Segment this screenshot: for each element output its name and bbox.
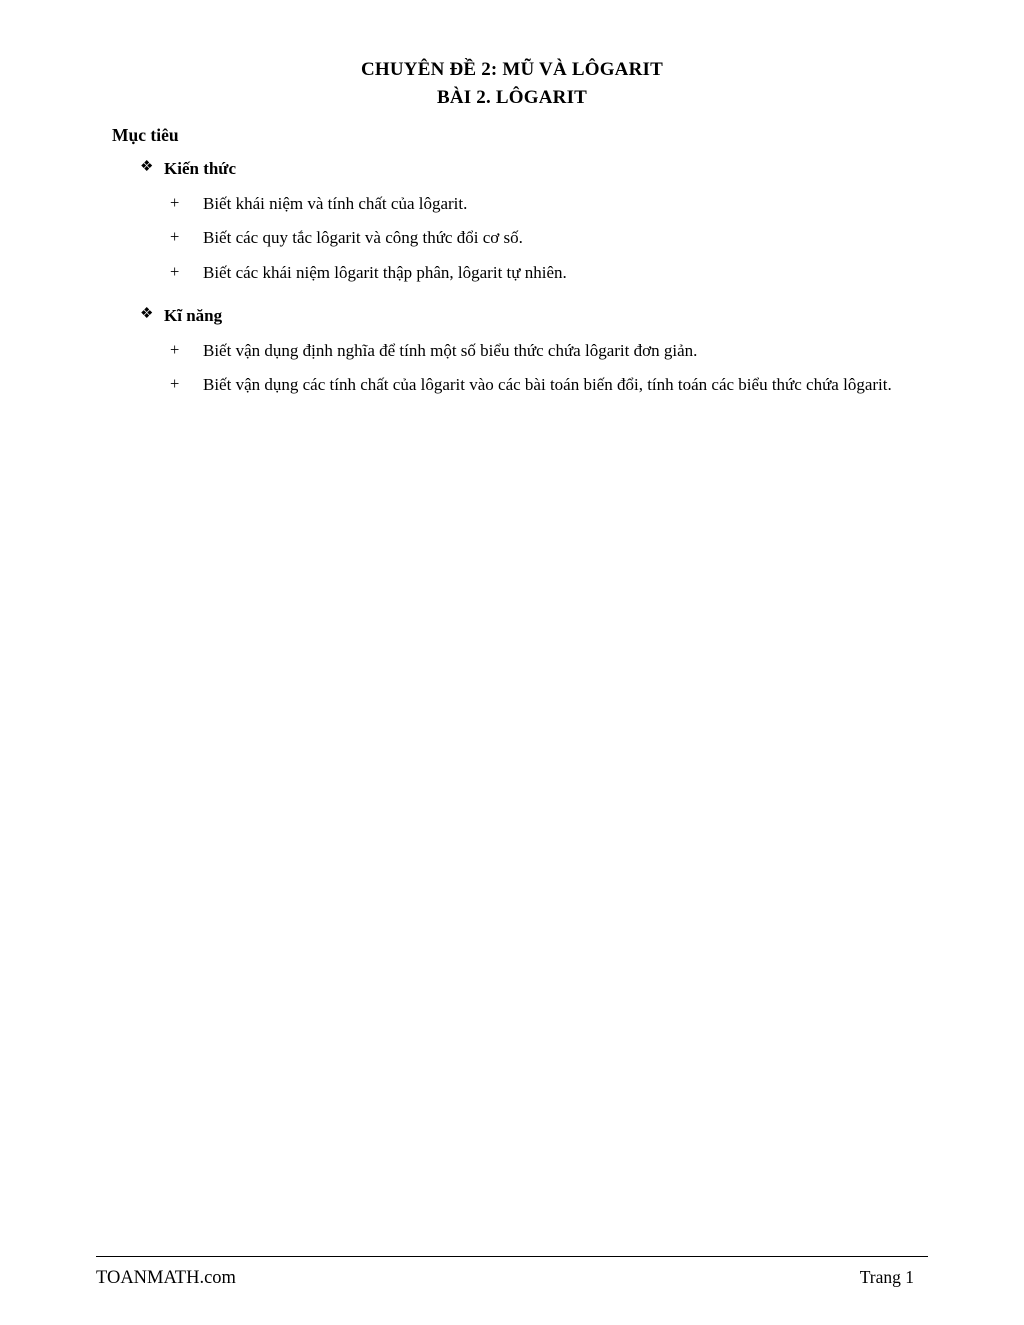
section-label: Kiến thức (164, 159, 237, 179)
section-heading-kien-thuc (96, 156, 928, 182)
section-label: Kĩ năng (164, 306, 223, 326)
list-item-text: Biết các khái niệm lôgarit thập phân, lôgarit tự nhiên. (203, 262, 567, 282)
list-item (96, 337, 928, 365)
plus-bullet-icon: + (170, 227, 180, 247)
objectives-heading: Mục tiêu (112, 125, 179, 146)
footer-site-name: TOANMATH.com (96, 1268, 236, 1288)
plus-bullet-icon: + (170, 374, 180, 394)
plus-bullet-icon: + (170, 339, 180, 359)
list-item-text: Biết vận dụng các tính chất của lôgarit vào các bài toán biến đổi, tính toán các biểu thức chứa lôgarit. (203, 375, 892, 395)
list-item (96, 190, 928, 218)
diamond-bullet-icon: ❖ (140, 159, 154, 176)
list-item (96, 371, 928, 399)
page-footer (96, 1256, 928, 1289)
footer-divider (96, 1256, 928, 1257)
list-item (96, 259, 928, 287)
list-item-text: Biết khái niệm và tính chất của lôgarit. (203, 193, 468, 213)
document-subtitle: BÀI 2. LÔGARIT (436, 86, 588, 108)
diamond-bullet-icon: ❖ (140, 306, 154, 323)
list-item (96, 224, 928, 252)
footer-page-number: Trang 1 (859, 1267, 914, 1287)
plus-bullet-icon: + (170, 261, 180, 281)
plus-bullet-icon: + (170, 192, 180, 212)
list-item-text: Biết vận dụng định nghĩa để tính một số biểu thức chứa lôgarit đơn giản. (203, 340, 698, 360)
list-item-text: Biết các quy tắc lôgarit và công thức đổi cơ số. (203, 228, 523, 248)
document-title: CHUYÊN ĐỀ 2: MŨ VÀ LÔGARIT (360, 59, 663, 80)
section-heading-ki-nang (96, 303, 928, 329)
